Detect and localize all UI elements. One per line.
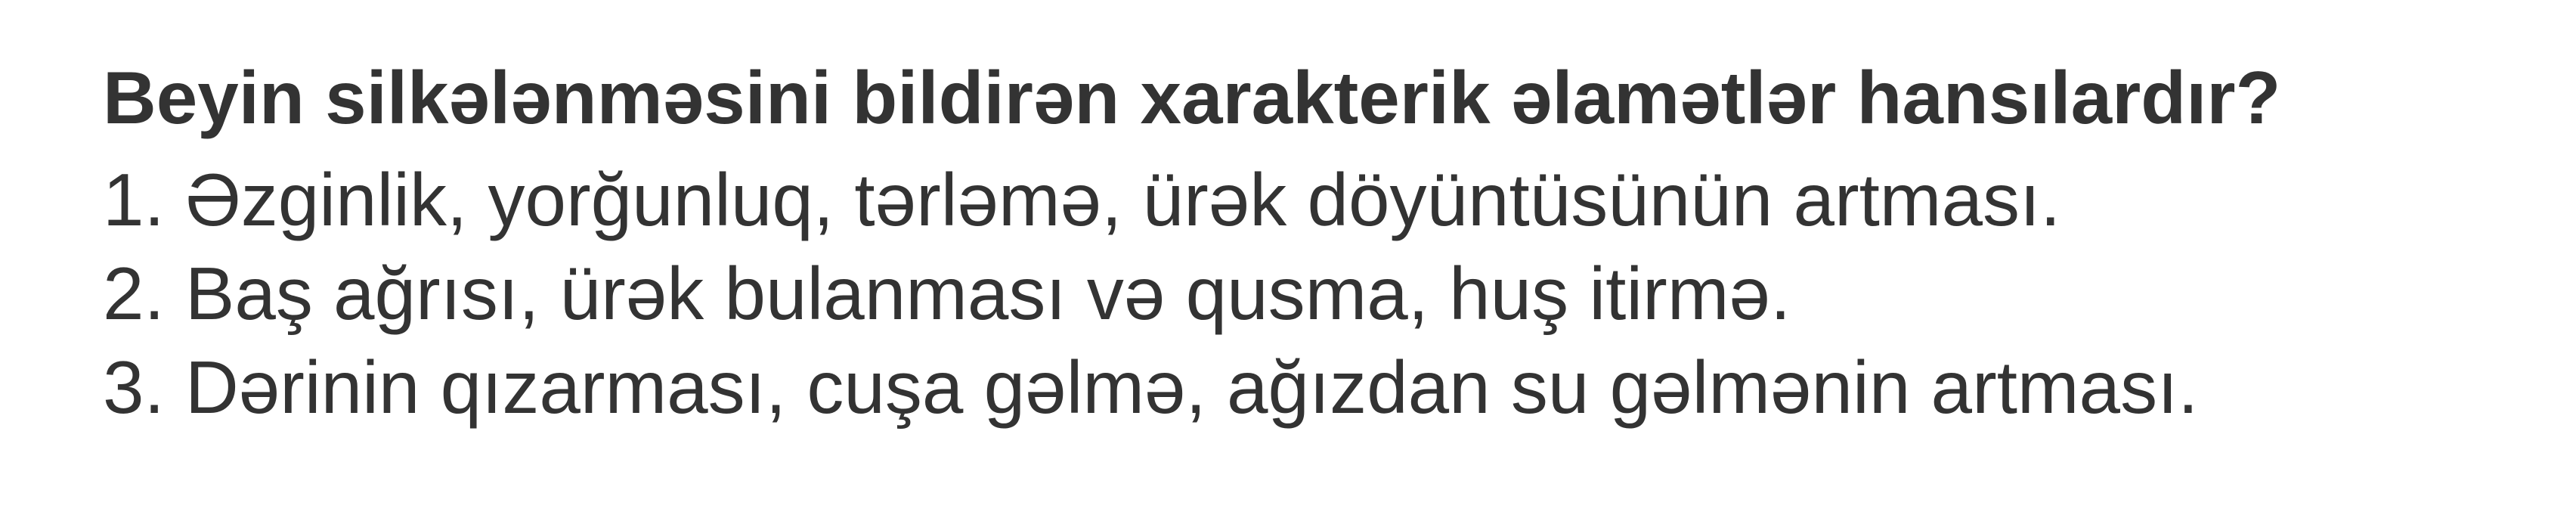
answer-option-2: 2. Baş ağrısı, ürək bulanması və qusma, huş itirmə. — [103, 252, 1791, 335]
question-title: Beyin silkələnməsini bildirən xarakterik əlamətlər hansılardır? — [103, 56, 2281, 139]
answer-list — [103, 153, 2522, 434]
question-card — [103, 53, 2522, 434]
answer-option-3: 3. Dərinin qızarması, cuşa gəlmə, ağızdan su gəlmənin artması. — [103, 346, 2199, 429]
answer-option-1: 1. Əzginlik, yorğunluq, tərləmə, ürək döyüntüsünün artması. — [103, 158, 2061, 241]
